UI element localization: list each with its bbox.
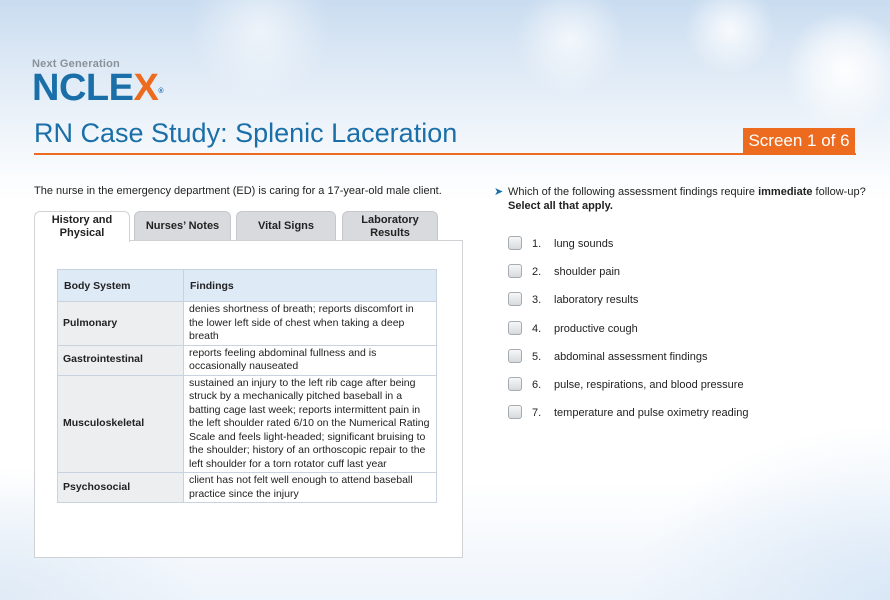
scenario-text: The nurse in the emergency department (ED) is caring for a 17-year-old male client. <box>34 185 442 197</box>
tab-nurses-notes-label: Nurses’ Notes <box>145 220 220 232</box>
logo-wordmark <box>32 67 163 109</box>
option-label: shoulder pain <box>554 266 621 278</box>
tab-laboratory-results[interactable] <box>342 211 438 241</box>
checkbox[interactable] <box>508 405 522 419</box>
header-body-system: Body System <box>58 270 184 302</box>
option-number: 6. <box>532 379 542 391</box>
table-row <box>58 375 437 473</box>
logo-tagline: Next Generation <box>32 58 120 70</box>
row-finding: client has not felt well enough to attend baseball practice since the injury <box>184 473 437 503</box>
table-header-row <box>58 270 437 302</box>
option-number: 7. <box>532 407 542 419</box>
body-system-table <box>57 269 437 503</box>
checkbox[interactable] <box>508 264 522 278</box>
title-divider <box>34 153 856 155</box>
logo-wordmark-blue: NCLE <box>32 67 134 109</box>
checkbox[interactable] <box>508 349 522 363</box>
row-system: Gastrointestinal <box>58 345 184 375</box>
option-number: 5. <box>532 351 542 363</box>
row-system: Psychosocial <box>58 473 184 503</box>
table-row <box>58 345 437 375</box>
row-finding: denies shortness of breath; reports discomfort in the lower left side of chest when taking a deep breath <box>184 302 437 346</box>
checkbox[interactable] <box>508 377 522 391</box>
nclex-logo <box>32 58 163 109</box>
tab-vital-signs-label: Vital Signs <box>257 220 315 232</box>
history-physical-panel <box>34 240 463 558</box>
registered-mark: ® <box>158 88 163 95</box>
row-finding: sustained an injury to the left rib cage after being struck by a mechanically pitched baseball in a batting cage last week; reports intermittent pain in the left shoulder rated 6/10 on the Numerical Rating Scale and feels light-headed; significant bruising to the shoulder; history of an orthoscopic repair to the left shoulder for a torn rotator cuff last year <box>184 375 437 473</box>
table-row <box>58 473 437 503</box>
question-emphasis: immediate <box>758 186 813 198</box>
tab-laboratory-results-label: Laboratory Results <box>361 213 419 239</box>
page-title: RN Case Study: Splenic Laceration <box>34 118 458 148</box>
header-findings: Findings <box>184 270 437 302</box>
tab-history-and-physical[interactable] <box>34 211 130 242</box>
option-label: pulse, respirations, and blood pressure <box>554 379 744 391</box>
row-system: Musculoskeletal <box>58 375 184 473</box>
tab-nurses-notes[interactable] <box>134 211 231 241</box>
option-label: laboratory results <box>554 294 639 306</box>
row-system: Pulmonary <box>58 302 184 346</box>
option-number: 1. <box>532 238 542 250</box>
question-instruction: Select all that apply. <box>508 200 613 212</box>
option-number: 2. <box>532 266 542 278</box>
tab-vital-signs[interactable] <box>236 211 336 241</box>
option-label: productive cough <box>554 323 638 335</box>
question-text: Which of the following assessment findings require immediate follow-up? Select all that apply. <box>508 186 866 212</box>
row-finding: reports feeling abdominal fullness and is occasionally nauseated <box>184 345 437 375</box>
checkbox[interactable] <box>508 236 522 250</box>
option-label: temperature and pulse oximetry reading <box>554 407 749 419</box>
screen-counter-badge: Screen 1 of 6 <box>743 128 855 154</box>
option-label: lung sounds <box>554 238 614 250</box>
arrow-right-icon: ➤ <box>494 186 504 198</box>
tab-history-and-physical-label: History and Physical <box>51 214 113 239</box>
table-row <box>58 302 437 346</box>
checkbox[interactable] <box>508 292 522 306</box>
option-label: abdominal assessment findings <box>554 351 708 363</box>
option-number: 3. <box>532 294 542 306</box>
checkbox[interactable] <box>508 321 522 335</box>
option-number: 4. <box>532 323 542 335</box>
logo-wordmark-orange: X <box>133 67 159 109</box>
